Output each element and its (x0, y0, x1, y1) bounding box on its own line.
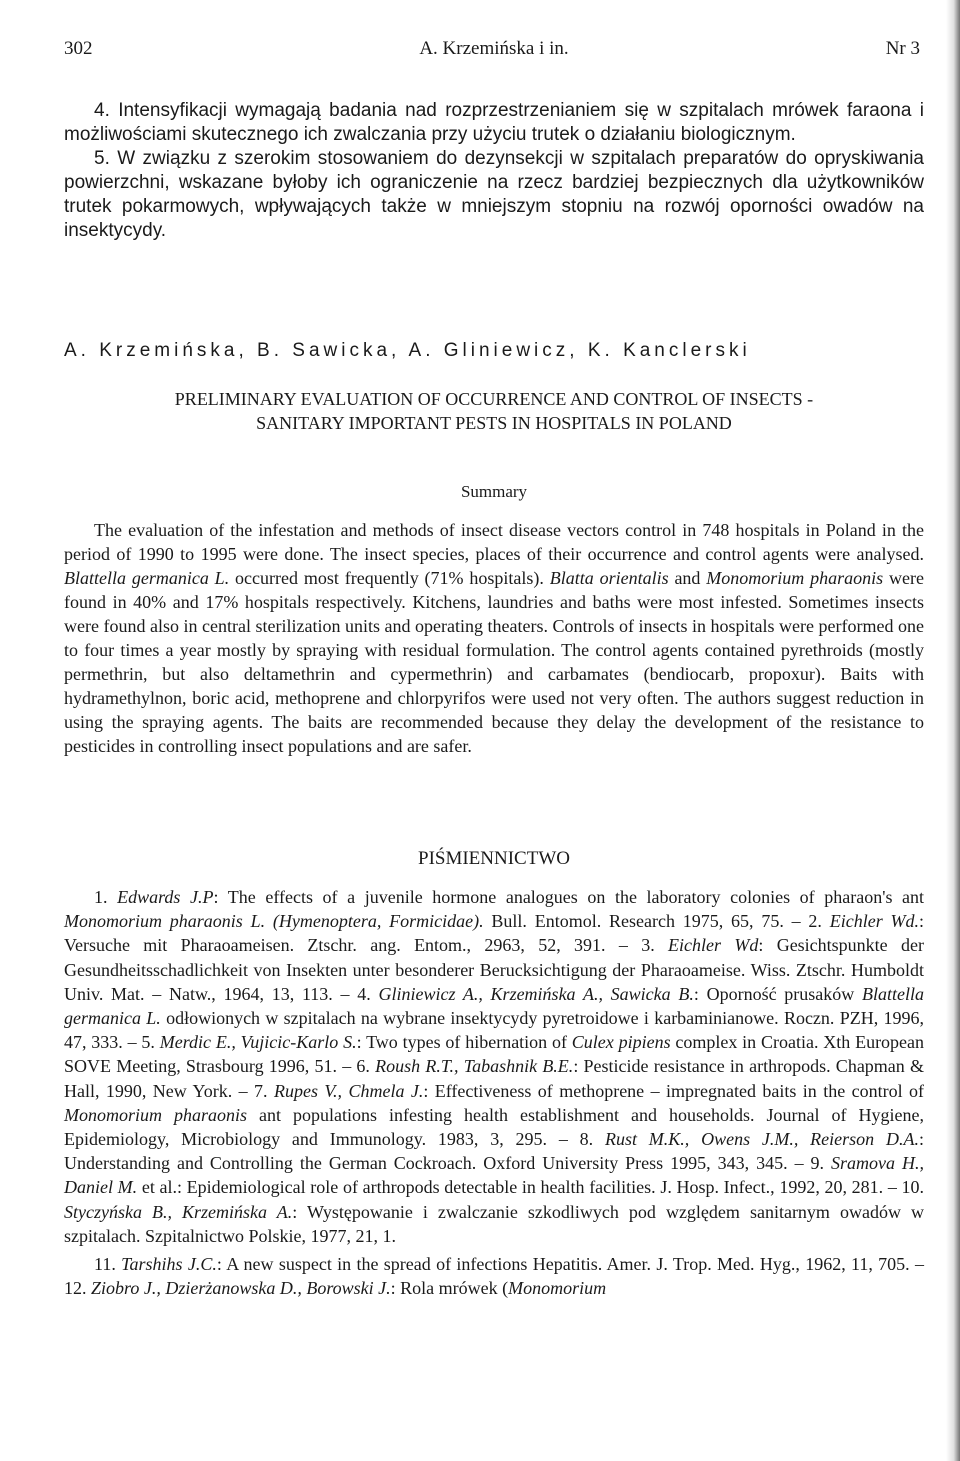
reference-segment: et al.: Epidemiological role of arthropods detectable in health facilities. J. Hosp. Infect., 1992, 20, 281. – 10. (137, 1177, 924, 1198)
reference-segment: : Two types of hibernation of (356, 1032, 572, 1053)
running-header (64, 38, 924, 70)
reference-segment: : The effects of a juvenile hormone analogues on the laboratory colonies of pharaon's ant (213, 887, 925, 907)
conclusion-item-4: 4. Intensyfikacji wymagają badania nad rozprzestrzenianiem się w szpitalach mrówek faraona i możliwościami skutecznego ich zwalczania przy użyciu trutek o działaniu biologicznym. (64, 100, 924, 145)
references-paragraph-2 (64, 1252, 924, 1300)
reference-segment: Culex pipiens (571, 1032, 671, 1053)
reference-segment: Monomorium (508, 1278, 607, 1299)
summary-part-2: occurred most frequently (71% hospitals). (229, 568, 550, 588)
reference-segment: Monomorium pharaonis (64, 1104, 248, 1125)
reference-segment: Rust M.K., Owens J.M., Reierson D.A. (604, 1129, 919, 1150)
references-paragraph-1 (64, 885, 924, 1248)
summary-part-1: The evaluation of the infestation and methods of insect disease vectors control in 748 hospitals in Poland in the period of 1990 to 1995 were done. The insect species, places of their occurrence and control agents were analysed. (64, 520, 924, 564)
reference-segment: : Oporność prusaków (693, 983, 862, 1004)
reference-segment: Gliniewicz A., Krzemińska A., Sawicka B. (378, 983, 694, 1004)
summary-part-3: and (668, 568, 707, 588)
reference-segment: Tarshihs J.C. (121, 1254, 217, 1275)
issue-number: Nr 3 (885, 38, 920, 59)
reference-segment: Sramova H., Daniel M. (64, 1153, 924, 1198)
reference-segment: Edwards J.P (117, 887, 214, 907)
reference-segment: : Understanding and Controlling the German Cockroach. Oxford University Press 1995, 343, 345. – 9. (64, 1129, 924, 1174)
reference-segment: Styczyńska B., Krzemińska A. (64, 1201, 293, 1222)
page-number: 302 (64, 38, 93, 59)
reference-segment: : A new suspect in the spread of infections Hepatitis. Amer. J. Trop. Med. Hyg., 1962, 11, 705. – 12. (64, 1254, 925, 1299)
reference-segment: Blattella germanica L. (64, 983, 924, 1029)
title-line-2: SANITARY IMPORTANT PESTS IN HOSPITALS IN POLAND (256, 413, 732, 433)
reference-segment: Ziobro J., Dzierżanowska D., Borowski J. (91, 1278, 391, 1299)
reference-segment: : Effectiveness of methoprene – impregnated baits in the control of (423, 1080, 924, 1101)
reference-segment: : Versuche mit Pharaoameisen. Ztschr. ang. Entom., 2963, 52, 391. – 3. (64, 911, 924, 956)
authors-line: A. Krzemińska, B. Sawicka, A. Gliniewicz, K. Kanclerski (64, 340, 751, 361)
reference-segment: complex in Croatia. Xth European SOVE Meeting, Strasbourg 1996, 51. – 6. (64, 1032, 925, 1077)
summary-species-3: Monomorium pharaonis (706, 568, 884, 588)
conclusions (64, 99, 924, 243)
reference-segment: 11. (94, 1254, 122, 1275)
reference-segment: Rupes V., Chmela J. (273, 1080, 424, 1101)
reference-segment: : Występowanie i zwalczanie szkodliwych pod względem sanitarnym owadów w szpitalach. Szpitalnictwo Polskie, 1977, 21, 1. (64, 1201, 924, 1246)
summary-species-1: Blattella germanica L. (64, 568, 230, 588)
summary-text (64, 518, 924, 758)
references-list (64, 885, 924, 1300)
conclusion-item-5: 5. W związku z szerokim stosowaniem do dezynsekcji w szpitalach preparatów do opryskiwania powierzchni, wskazane byłoby ich ograniczenie na rzecz bardziej bezpiecznych dla użytkowników trutek pokarmowych, wpływających także w mniejszym stopniu na rozwój oporności owadów na insektycydy. (64, 148, 924, 241)
reference-segment: : Pesticide resistance in arthropods. Chapman & Hall, 1990, New York. – 7. (64, 1056, 925, 1101)
reference-segment: ant populations infesting health establishment and households. Journal of Hygiene, Epidemiology, Microbiology and Immunology. 1983, 3, 295. – 8. (64, 1104, 924, 1150)
reference-segment: : Gesichtspunkte der Gesundheitsschadlichkeit von Insekten unter besonderer Berucksichtigung der Pharaoameise. Wiss. Ztschr. Humboldt Univ. Mat. – Natw., 1964, 13, 113. – 4. (64, 935, 924, 1004)
running-head: A. Krzemińska i in. (419, 38, 569, 59)
reference-segment: Eichler Wd (668, 935, 759, 956)
reference-segment: : Rola mrówek ( (390, 1278, 509, 1299)
reference-segment: Monomorium pharaonis L. (Hymenoptera, Formicidae). (64, 911, 484, 932)
reference-segment: Eichler Wd. (829, 911, 919, 932)
reference-segment: Roush R.T., Tabashnik B.E. (375, 1056, 574, 1077)
summary-species-2: Blatta orientalis (549, 568, 669, 588)
page-edge-shadow (946, 0, 960, 1461)
summary-part-4: were found in 40% and 17% hospitals respectively. Kitchens, laundries and baths were most infested. Sometimes insects were found also in central sterilization units and operating theaters. Controls of insects in hospitals were performed one to four times a year mostly by spraying with residual formulation. The control agents contained pyrethroids (mostly permethrin, but also deltamethrin and cypermethrin) and carbamates (bendiocarb, propoxur). Baits with hydramethylnon, boric acid, methoprene and chlorpyrifos were used not very often. The authors suggest reduction in using the spraying agents. The baits are recommended because they delay the development of the resistance to pesticides in controlling insect populations and are safer. (64, 568, 924, 756)
reference-segment: Bull. Entomol. Research 1975, 65, 75. – 2. (483, 911, 830, 932)
english-title (64, 387, 924, 435)
title-line-1: PRELIMINARY EVALUATION OF OCCURRENCE AND CONTROL OF INSECTS - (174, 389, 814, 409)
references-heading: PIŚMIENNICTWO (418, 848, 570, 869)
reference-segment: odłowionych w szpitalach na wybrane insektycydy pyretroidowe i karbaminianowe. Roczn. PZH, 1996, 47, 333. – 5. (64, 1008, 924, 1053)
reference-segment: 1. (94, 887, 118, 907)
summary-heading: Summary (460, 482, 528, 501)
reference-segment: Merdic E., Vujicic-Karlo S. (159, 1032, 357, 1053)
